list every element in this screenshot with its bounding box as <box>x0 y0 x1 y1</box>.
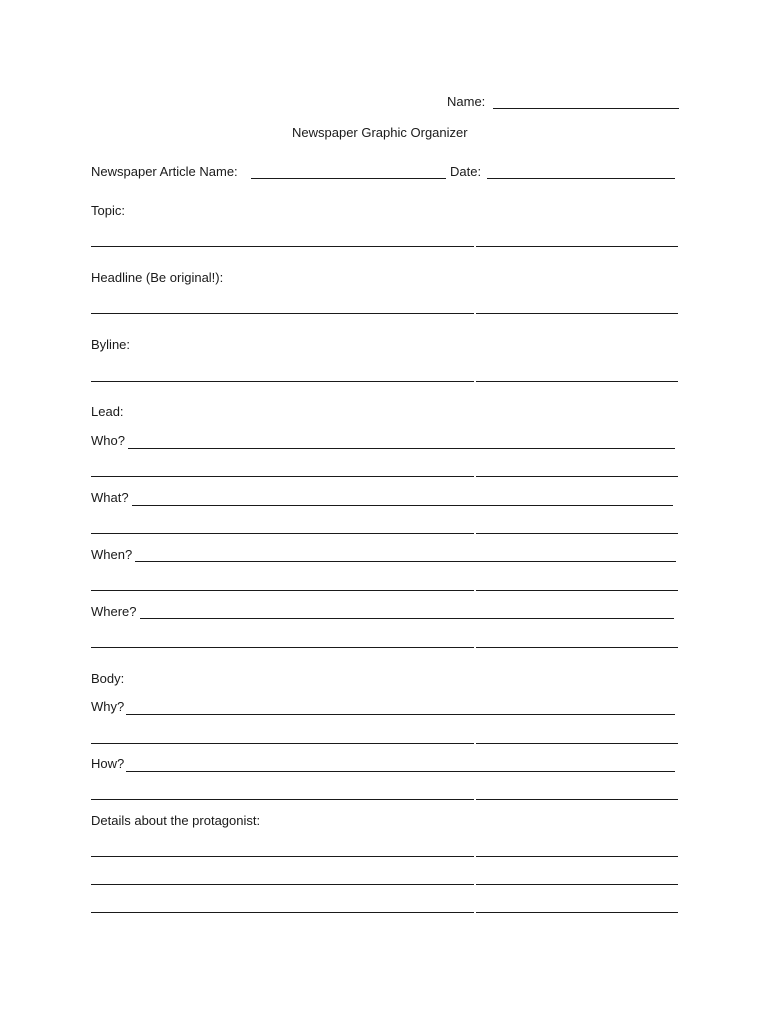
date-label: Date: <box>450 164 482 179</box>
where-label: Where? <box>91 604 137 619</box>
details-label: Details about the protagonist: <box>91 813 261 828</box>
how-label: How? <box>91 756 125 771</box>
when-label: When? <box>91 547 133 562</box>
article-name-label: Newspaper Article Name: <box>91 164 238 179</box>
body-label: Body: <box>91 671 125 686</box>
byline-label: Byline: <box>91 337 131 352</box>
why-answer-line[interactable] <box>126 714 675 715</box>
lead-label: Lead: <box>91 404 124 419</box>
name-field-line[interactable] <box>493 108 679 109</box>
how-answer-line[interactable] <box>126 771 675 772</box>
name-label: Name: <box>447 94 486 109</box>
what-label: What? <box>91 490 129 505</box>
date-field-line[interactable] <box>487 178 675 179</box>
why-label: Why? <box>91 699 125 714</box>
when-answer-line[interactable] <box>135 561 676 562</box>
page-title: Newspaper Graphic Organizer <box>292 125 468 140</box>
where-answer-line[interactable] <box>140 618 674 619</box>
who-label: Who? <box>91 433 125 448</box>
who-answer-line[interactable] <box>128 448 675 449</box>
headline-label: Headline (Be original!): <box>91 270 224 285</box>
what-answer-line[interactable] <box>132 505 673 506</box>
topic-label: Topic: <box>91 203 125 218</box>
article-name-field-line[interactable] <box>251 178 446 179</box>
